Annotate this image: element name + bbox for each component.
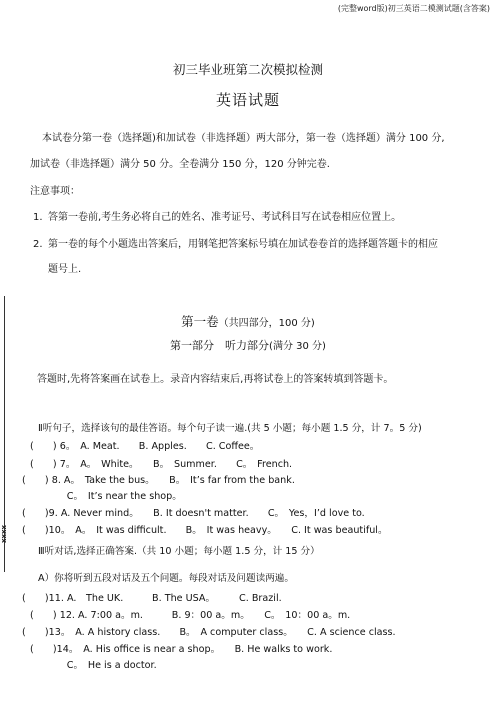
question-13: ( )13。 A. A history class. B。 A computer class。 C. A science class. — [22, 627, 396, 638]
volume-1-title: 第一卷 — [181, 314, 219, 329]
note-text: 第一卷的每个小题选出答案后，用钢笔把答案标号填在加试卷卷首的选择题答题卡的相应 — [48, 239, 438, 250]
question-11: ( )11. A. The UK. B. The USA。 C. Brazil. — [22, 593, 282, 604]
note-text: 答第一卷前,考生务必将自己的姓名、准考证号、考试科目写在试卷相应位置上。 — [48, 212, 402, 223]
note-number: 2. — [33, 239, 43, 250]
section-2-heading: Ⅱ听句子，选择该句的最佳答语。每个句子读一遍.(共 5 小题；每小题 1.5 分，计 7。5 分) — [38, 423, 422, 434]
question-8-option-c: C。 It’s near the shop。 — [38, 491, 182, 502]
question-9: ( )9. A. Never mind。 B. It doesn't matter. C。 Yes，I’d love to. — [22, 508, 365, 519]
question-14: ( )14。 A. His office is near a shop。 B. He walks to work. — [30, 644, 333, 655]
question-12: ( ) 12. A. 7:00 a。m. B. 9：00 a。m。 C。 10：00 a。m. — [30, 610, 351, 621]
binding-mark-text: xxxx — [0, 525, 9, 544]
binding-mark — [0, 525, 7, 545]
question-14-option-c: C。 He is a doctor. — [38, 660, 157, 671]
section-3-heading: Ⅲ听对话,选择正确答案.（共 10 小题；每小题 1.5 分，计 15 分） — [38, 546, 320, 557]
section-3-subheading: A）你将听到五段对话及五个问题。每段对话及问题读两遍。 — [38, 573, 294, 584]
part-1-title: 第一部分 听力部分 — [170, 339, 270, 352]
volume-1-heading — [0, 312, 496, 330]
part-1-detail: (满分 30 分) — [269, 341, 326, 352]
question-7: ( ) 7。 A。 White。 B。 Summer. C。 French. — [30, 459, 293, 470]
part-1-heading — [0, 337, 496, 353]
note-text: 题号上. — [48, 264, 82, 275]
exam-title: 初三毕业班第二次模拟检测 — [172, 62, 323, 77]
question-6: ( ) 6。 A. Meat. B. Apples. C. Coffee。 — [30, 441, 260, 452]
volume-1-detail: （共四部分，100 分) — [218, 318, 315, 329]
question-8: ( ) 8. A。 Take the bus。 B。 It’s far from the bank. — [22, 475, 295, 486]
subject-title: 英语试题 — [215, 91, 280, 109]
intro-line-2: 加试卷（非选择题）满分 50 分。全卷满分 150 分，120 分钟完卷. — [30, 159, 330, 170]
listening-instruction: 答题时,先将答案画在试卷上。录音内容结束后,再将试卷上的答案转填到答题卡。 — [37, 374, 394, 385]
intro-line-1: 本试卷分第一卷（选择题)和加试卷（非选择题）两大部分，第一卷（选择题）满分 100 分, — [42, 133, 445, 144]
note-number: 1. — [33, 212, 43, 223]
question-10: ( )10。 A。 It was difficult. B。 It was heavy。 C. It was beautiful。 — [22, 525, 388, 536]
notes-heading: 注意事项： — [30, 186, 80, 197]
header-note: (完整word版)初三英语二模测试题(含答案) — [337, 4, 490, 13]
